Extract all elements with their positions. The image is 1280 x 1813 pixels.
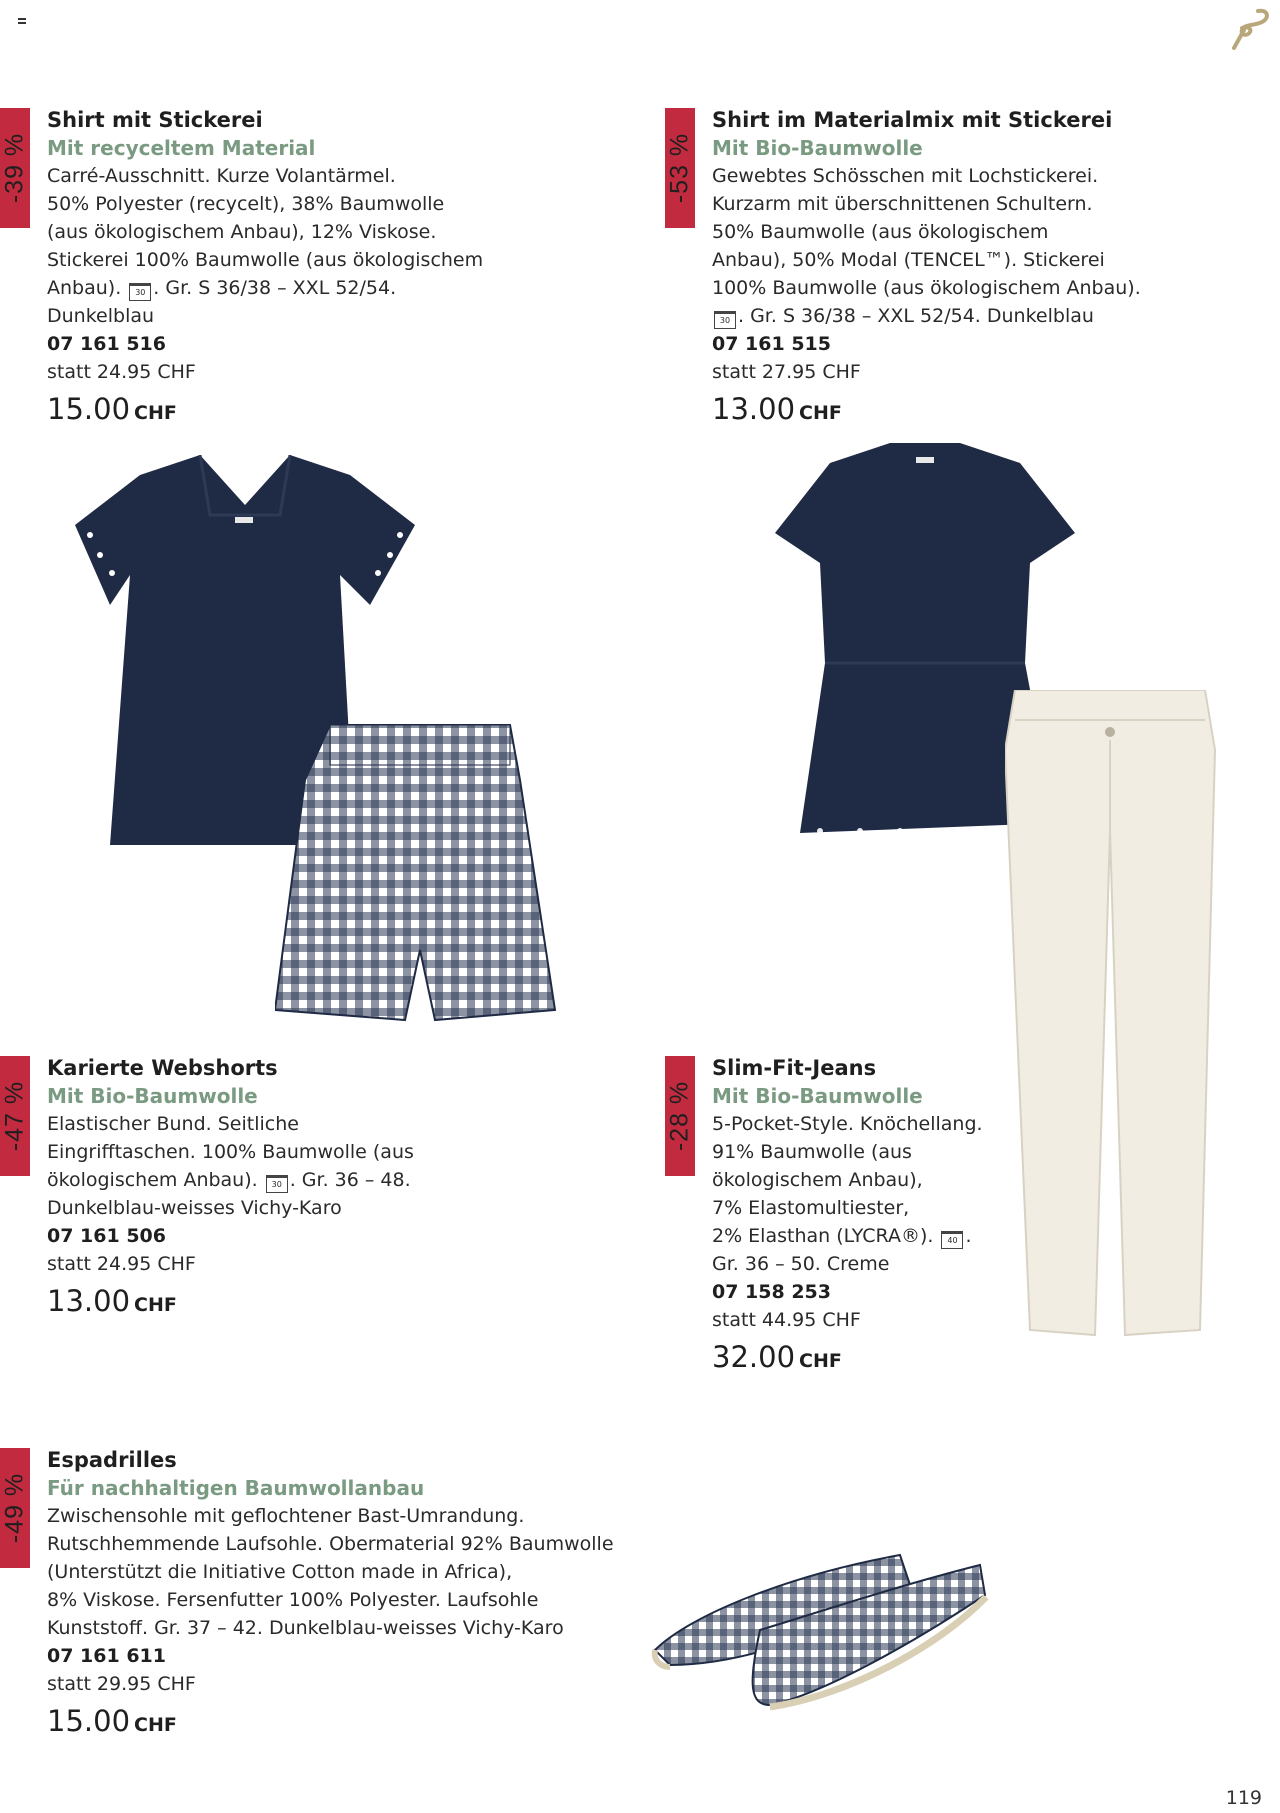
description-line: 30 . Gr. S 36/38 – XXL 52/54. Dunkelblau <box>712 302 1141 330</box>
old-price: statt 27.95 CHF <box>712 361 861 383</box>
description-line: Carré-Ausschnitt. Kurze Volantärmel. <box>47 165 396 187</box>
description-line: Rutschhemmende Laufsohle. Obermaterial 92% Baumwolle <box>47 1533 614 1555</box>
description-line: 91% Baumwolle (aus <box>712 1141 912 1163</box>
product-title: Slim-Fit-Jeans <box>712 1056 877 1080</box>
old-price: statt 44.95 CHF <box>712 1309 861 1331</box>
product-subtitle: Mit Bio-Baumwolle <box>712 136 923 160</box>
description-line: 7% Elastomultiester, <box>712 1197 910 1219</box>
description-line: Eingrifftaschen. 100% Baumwolle (aus <box>47 1141 414 1163</box>
wash-symbol-icon: 30 <box>129 283 151 301</box>
old-price: statt 29.95 CHF <box>47 1673 196 1695</box>
price-currency: CHF <box>134 1714 177 1736</box>
price <box>712 1340 983 1379</box>
page-number: 119 <box>1225 1787 1262 1809</box>
price-value: 13.00 <box>47 1284 131 1318</box>
discount-text: -39 % <box>0 132 29 204</box>
price-currency: CHF <box>134 402 177 424</box>
product-color: Gr. 36 – 50. Creme <box>712 1253 890 1275</box>
discount-badge <box>0 108 30 228</box>
product-color: Dunkelblau <box>47 305 155 327</box>
price-currency: CHF <box>134 1294 177 1316</box>
product-subtitle: Mit Bio-Baumwolle <box>712 1084 923 1108</box>
discount-badge <box>0 1448 30 1568</box>
price-currency: CHF <box>799 1350 842 1372</box>
description-line: 8% Viskose. Fersenfutter 100% Polyester. Laufsohle <box>47 1589 539 1611</box>
discount-badge <box>665 1056 695 1176</box>
description-line: Anbau), 50% Modal (TENCEL™). Stickerei <box>712 249 1105 271</box>
old-price: statt 24.95 CHF <box>47 361 196 383</box>
price-currency: CHF <box>799 402 842 424</box>
description-line: 50% Baumwolle (aus ökologischem <box>712 221 1049 243</box>
description-line: Anbau). 30 . Gr. S 36/38 – XXL 52/54. <box>47 277 397 299</box>
discount-text: -47 % <box>0 1080 29 1152</box>
description-line: Kunststoff. Gr. 37 – 42. Dunkelblau-weisses Vichy-Karo <box>47 1617 564 1639</box>
description-line: 100% Baumwolle (aus ökologischem Anbau). <box>712 277 1141 299</box>
description-line: ökologischem Anbau), <box>712 1169 923 1191</box>
discount-badge <box>0 1056 30 1176</box>
discount-text: -28 % <box>665 1080 694 1152</box>
product-title: Karierte Webshorts <box>47 1056 278 1080</box>
price <box>47 1704 614 1743</box>
description-line: 5-Pocket-Style. Knöchellang. <box>712 1113 983 1135</box>
old-price: statt 24.95 CHF <box>47 1253 196 1275</box>
discount-text: -53 % <box>665 132 694 204</box>
price-value: 32.00 <box>712 1340 796 1374</box>
product-title: Shirt im Materialmix mit Stickerei <box>712 108 1113 132</box>
description-line: Zwischensohle mit geflochtener Bast-Umrandung. <box>47 1505 525 1527</box>
price <box>712 392 1141 431</box>
description-line: (Unterstützt die Initiative Cotton made in Africa), <box>47 1561 513 1583</box>
wash-symbol-icon: 40 <box>941 1231 963 1249</box>
wash-symbol-icon: 30 <box>266 1175 288 1193</box>
product-image-gingham-shorts <box>275 720 560 1025</box>
menu-icon[interactable] <box>18 18 26 26</box>
description-line: Stickerei 100% Baumwolle (aus ökologischem <box>47 249 484 271</box>
price-value: 15.00 <box>47 392 131 426</box>
description-line: 50% Polyester (recycelt), 38% Baumwolle <box>47 193 445 215</box>
description-line: Kurzarm mit überschnittenen Schultern. <box>712 193 1093 215</box>
product-espadrilles <box>47 1446 614 1743</box>
article-number: 07 161 611 <box>47 1645 166 1667</box>
wash-symbol-icon: 30 <box>714 311 736 329</box>
product-shirt-materialmix <box>712 106 1141 431</box>
product-slim-fit-jeans <box>712 1054 983 1379</box>
discount-badge <box>665 108 695 228</box>
price <box>47 392 483 431</box>
discount-text: -49 % <box>0 1472 29 1544</box>
product-color: Dunkelblau-weisses Vichy-Karo <box>47 1197 342 1219</box>
article-number: 07 161 506 <box>47 1225 166 1247</box>
product-image-espadrilles <box>650 1545 990 1720</box>
description-line: 2% Elasthan (LYCRA®). 40 . <box>712 1225 972 1247</box>
product-subtitle: Mit recyceltem Material <box>47 136 316 160</box>
description-line: Elastischer Bund. Seitliche <box>47 1113 299 1135</box>
product-image-cream-jeans <box>1005 690 1220 1340</box>
product-title: Shirt mit Stickerei <box>47 108 263 132</box>
price-value: 13.00 <box>712 392 796 426</box>
description-line: (aus ökologischem Anbau), 12% Viskose. <box>47 221 437 243</box>
product-subtitle: Für nachhaltigen Baumwollanbau <box>47 1476 425 1500</box>
price <box>47 1284 414 1323</box>
product-subtitle: Mit Bio-Baumwolle <box>47 1084 258 1108</box>
product-title: Espadrilles <box>47 1448 177 1472</box>
article-number: 07 161 515 <box>712 333 831 355</box>
product-shirt-stickerei <box>47 106 483 431</box>
price-value: 15.00 <box>47 1704 131 1738</box>
description-line: ökologischem Anbau). 30 . Gr. 36 – 48. <box>47 1169 411 1191</box>
description-line: Gewebtes Schösschen mit Lochstickerei. <box>712 165 1099 187</box>
brand-logo-icon <box>1228 6 1272 52</box>
article-number: 07 161 516 <box>47 333 166 355</box>
article-number: 07 158 253 <box>712 1281 831 1303</box>
product-karierte-webshorts <box>47 1054 414 1323</box>
